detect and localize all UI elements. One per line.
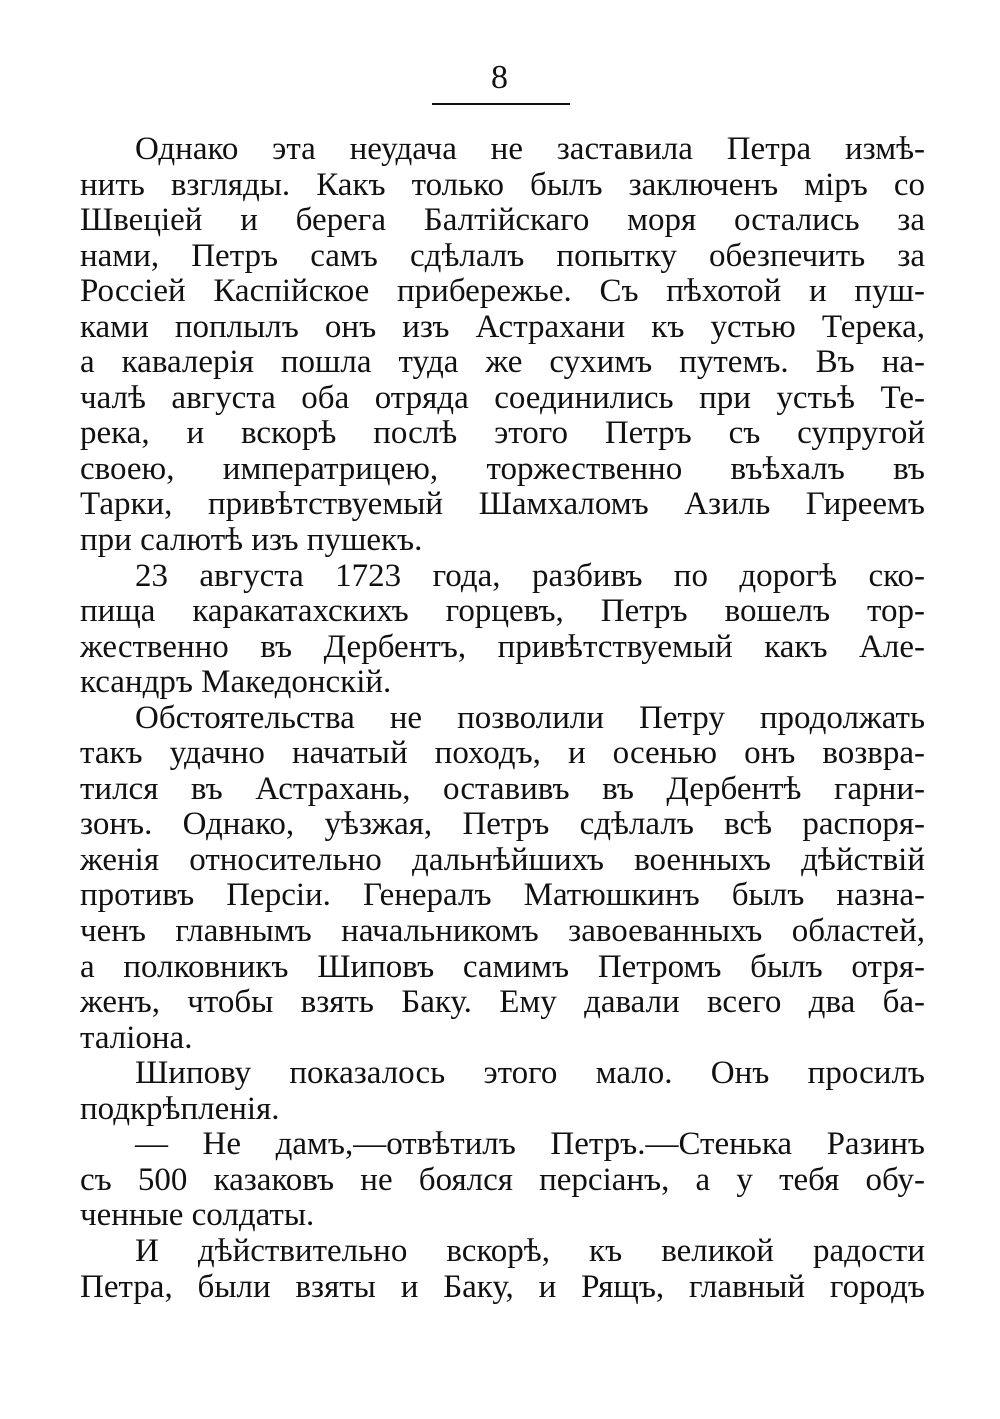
text-line: противъ Персіи. Генералъ Матюшкинъ былъ назна- <box>80 878 925 914</box>
text-line: чалѣ августа оба отряда соединились при устьѣ Те- <box>80 380 925 416</box>
text-line: 23 августа 1723 года, разбивъ по дорогѣ ско- <box>135 558 925 594</box>
text-line: И дѣйствительно вскорѣ, къ великой радости <box>135 1233 925 1269</box>
text-line: нить взгляды. Какъ только былъ заключенъ міръ со <box>80 167 925 203</box>
text-line: а кавалерія пошла туда же сухимъ путемъ. Въ на- <box>80 345 925 381</box>
text-line: съ 500 казаковъ не боялся персіанъ, а у тебя обу- <box>80 1162 925 1198</box>
text-line: ченъ главнымъ начальникомъ завоеванныхъ областей, <box>80 914 925 950</box>
text-line: — Не дамъ,—отвѣтилъ Петръ.—Стенька Разинъ <box>135 1127 925 1163</box>
text-line: такъ удачно начатый походъ, и осенью онъ возвра- <box>80 736 925 772</box>
page-text <box>80 132 925 1305</box>
text-line: Тарки, привѣтствуемый Шамхаломъ Азиль Гиреемъ <box>80 487 925 523</box>
text-line: женія относительно дальнѣйшихъ военныхъ дѣйствій <box>80 842 925 878</box>
text-line: Россіей Каспійское прибережье. Съ пѣхотой и пуш- <box>80 274 925 310</box>
text-line: а полковникъ Шиповъ самимъ Петромъ былъ отря- <box>80 949 925 985</box>
text-line: тился въ Астрахань, оставивъ въ Дербентѣ гарни- <box>80 771 925 807</box>
text-line: река, и вскорѣ послѣ этого Петръ съ супругой <box>80 416 925 452</box>
text-line: пища каракатахскихъ горцевъ, Петръ вошелъ тор- <box>80 594 925 630</box>
text-line: Шипову показалось этого мало. Онъ просилъ <box>135 1056 925 1092</box>
text-line: своею, императрицею, торжественно въѣхалъ въ <box>80 451 925 487</box>
text-line: таліона. <box>80 1020 193 1056</box>
text-line: при салютѣ изъ пушекъ. <box>80 523 423 559</box>
text-line: зонъ. Однако, уѣзжая, Петръ сдѣлалъ всѣ распоря- <box>80 807 925 843</box>
text-line: Швеціей и берега Балтійскаго моря остались за <box>80 203 925 239</box>
text-line: ксандръ Македонскій. <box>80 665 392 701</box>
text-line: Обстоятельства не позволили Петру продолжать <box>135 700 925 736</box>
text-line: жественно въ Дербентъ, привѣтствуемый какъ Але- <box>80 629 925 665</box>
text-line: нами, Петръ самъ сдѣлалъ попытку обезпечить за <box>80 238 925 274</box>
text-line: Однако эта неудача не заставила Петра измѣ- <box>135 132 925 167</box>
text-line: подкрѣпленія. <box>80 1091 280 1127</box>
page-number: 8 <box>491 59 509 96</box>
page-number-rule <box>432 103 570 105</box>
text-line: женъ, чтобы взять Баку. Ему давали всего два ба- <box>80 985 925 1021</box>
text-line: ченные солдаты. <box>80 1198 315 1234</box>
text-line: Петра, были взяты и Баку, и Рящъ, главный городъ <box>80 1269 925 1305</box>
text-line: ками поплылъ онъ изъ Астрахани къ устью Терека, <box>80 309 925 345</box>
